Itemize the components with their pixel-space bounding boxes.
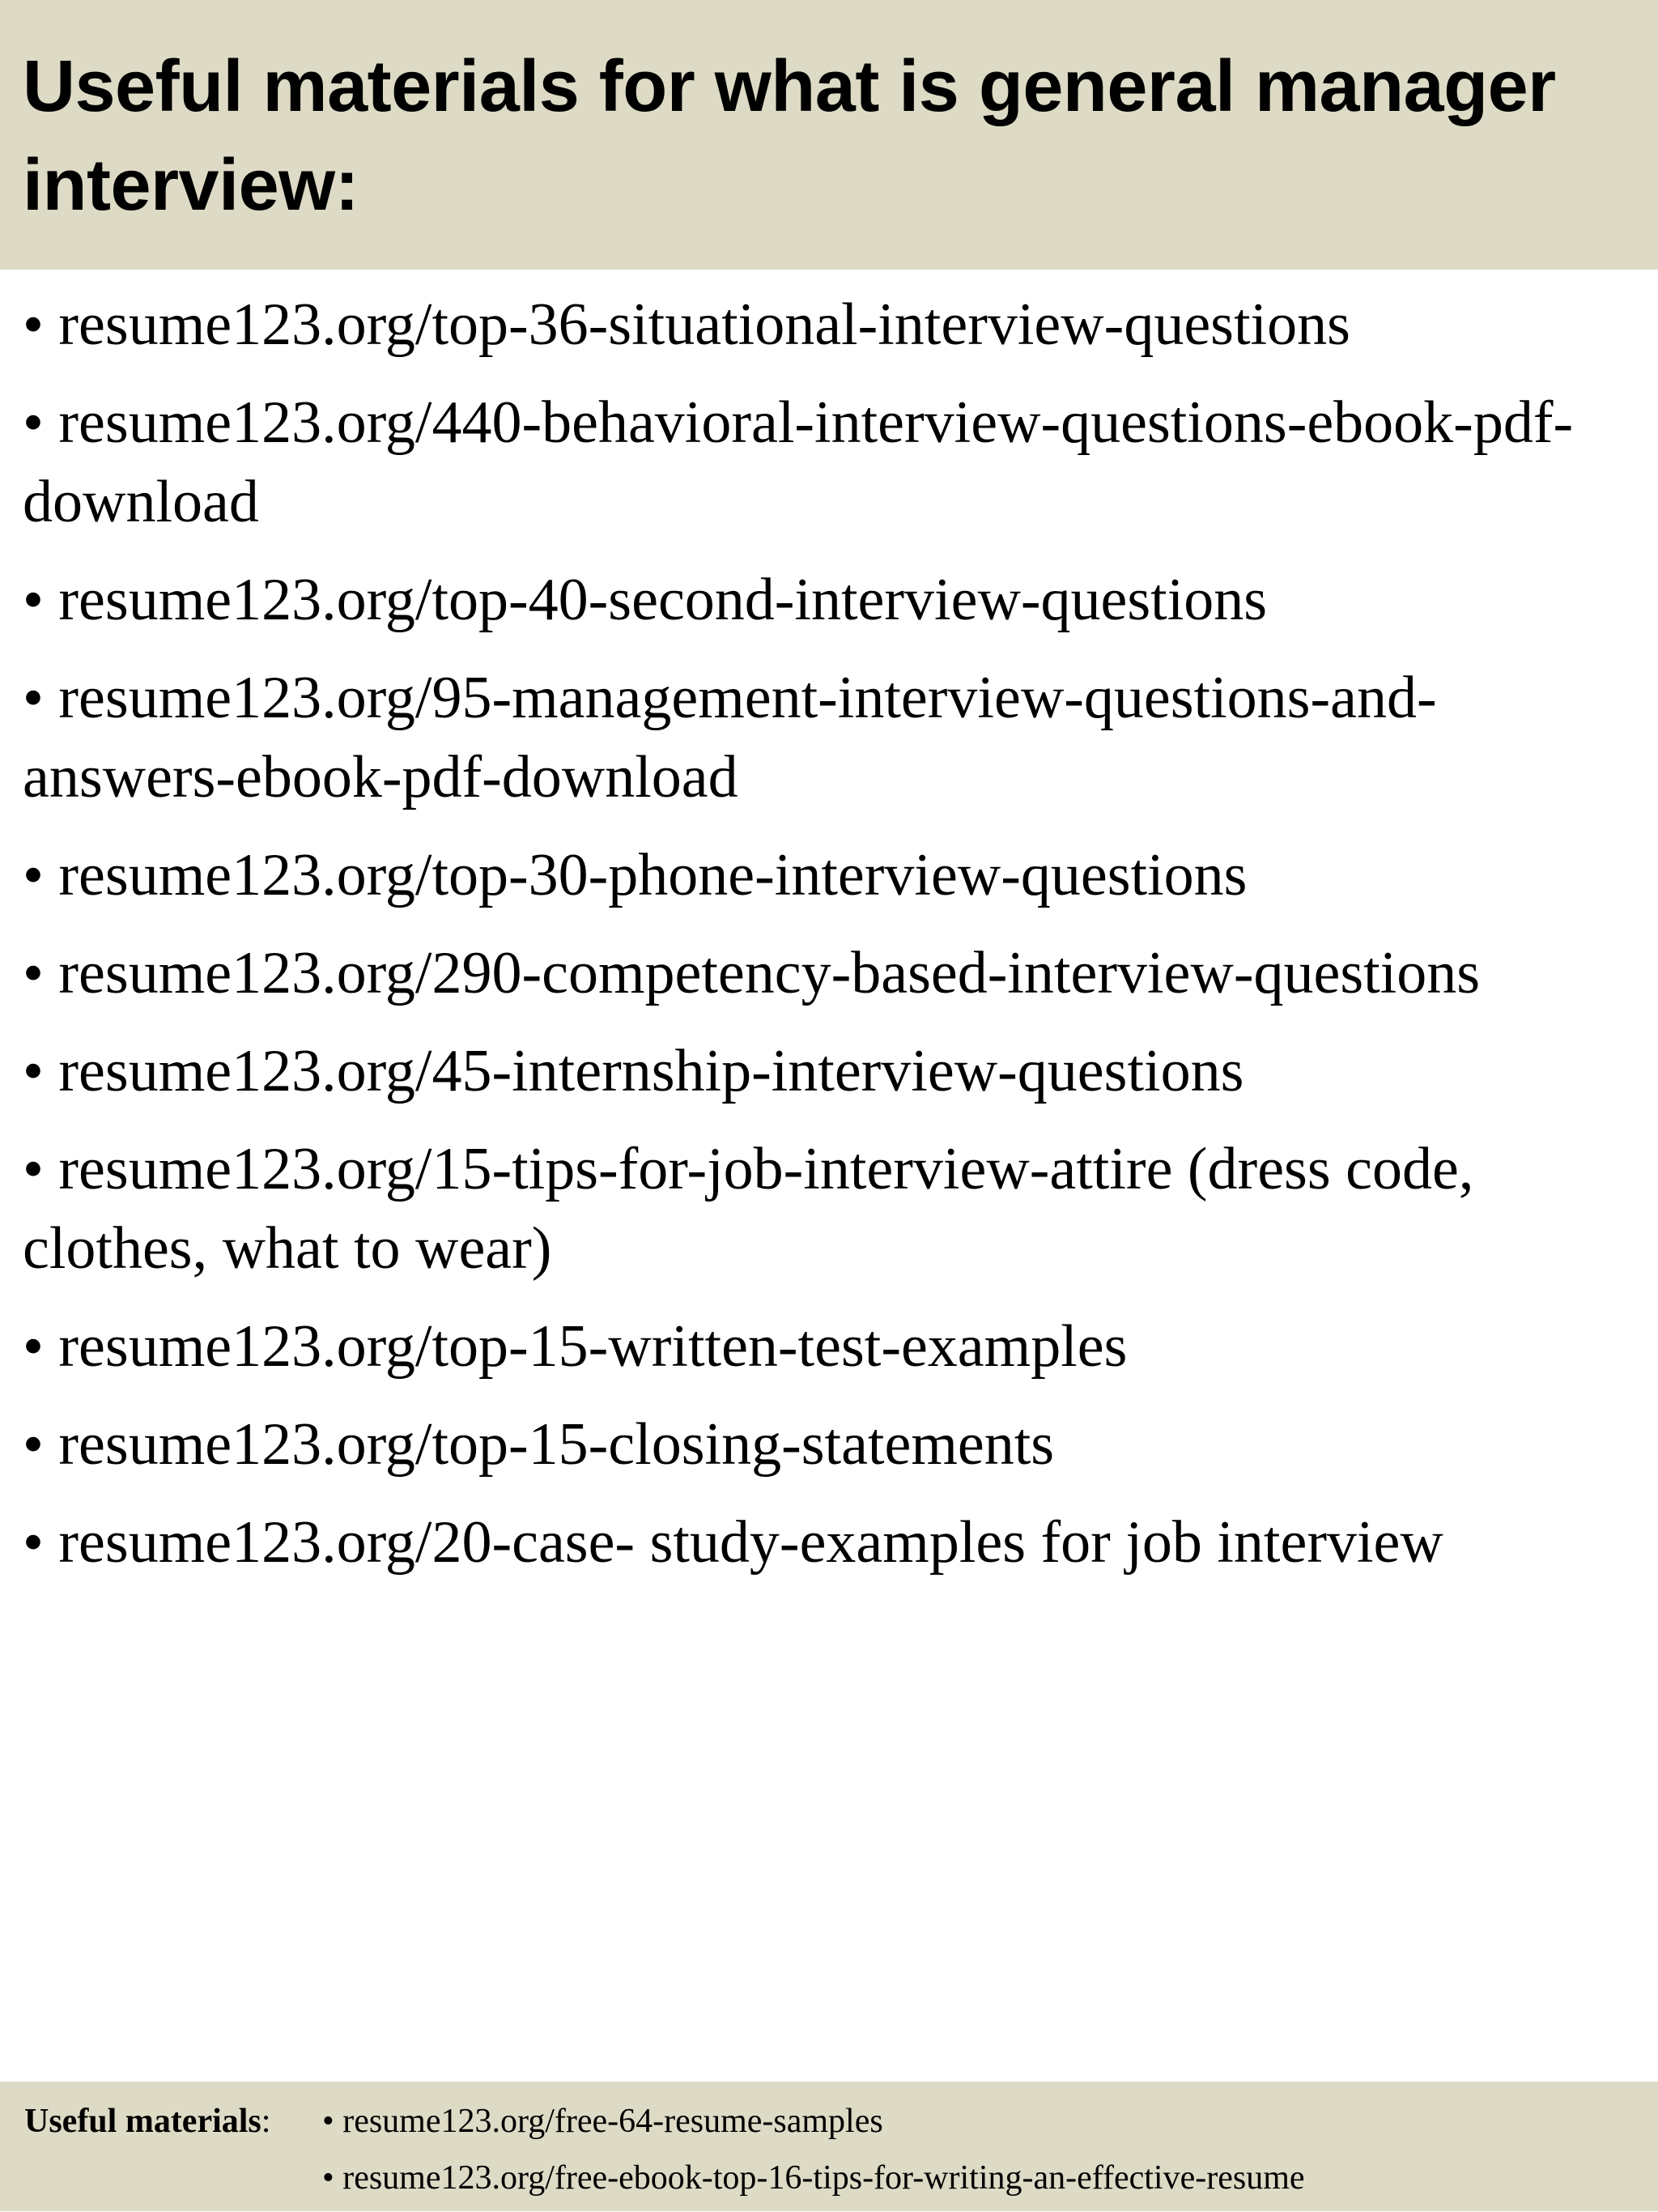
material-link-item[interactable]: • resume123.org/top-30-phone-interview-questions [23,842,1248,908]
footer-link-item[interactable]: • resume123.org/free-64-resume-samples [322,2103,883,2140]
material-link-item[interactable]: • resume123.org/20-case- study-examples for job interview [23,1509,1443,1576]
footer-label [24,2099,270,2144]
material-link-item[interactable]: • resume123.org/top-15-closing-statements [23,1411,1055,1478]
material-link-item[interactable]: • resume123.org/top-40-second-interview-questions [23,567,1268,633]
material-link-item[interactable]: • resume123.org/45-internship-interview-questions [23,1038,1244,1104]
material-link-item[interactable]: • resume123.org/top-36-situational-interview-questions [23,291,1350,358]
footer-label-text: Useful materials [24,2103,261,2140]
material-link-item[interactable]: • resume123.org/290-competency-based-interview-questions [23,940,1481,1006]
footer-links [322,2099,1305,2212]
footer-link-item[interactable]: • resume123.org/free-ebook-top-16-tips-for-writing-an-effective-resume [322,2159,1305,2197]
footer-label-separator: : [261,2103,271,2140]
material-link-item[interactable]: • resume123.org/15-tips-for-job-interview-attire (dress code, clothes, what to wear) [23,1136,1474,1282]
material-link-item[interactable]: • resume123.org/95-management-interview-questions-and-answers-ebook-pdf-download [23,665,1437,810]
page-title: Useful materials for what is general manager interview: [23,46,1556,226]
material-link-item[interactable]: • resume123.org/top-15-written-test-examples [23,1313,1128,1380]
material-link-item[interactable]: • resume123.org/440-behavioral-interview-questions-ebook-pdf-download [23,389,1574,535]
materials-list [23,285,1642,1601]
